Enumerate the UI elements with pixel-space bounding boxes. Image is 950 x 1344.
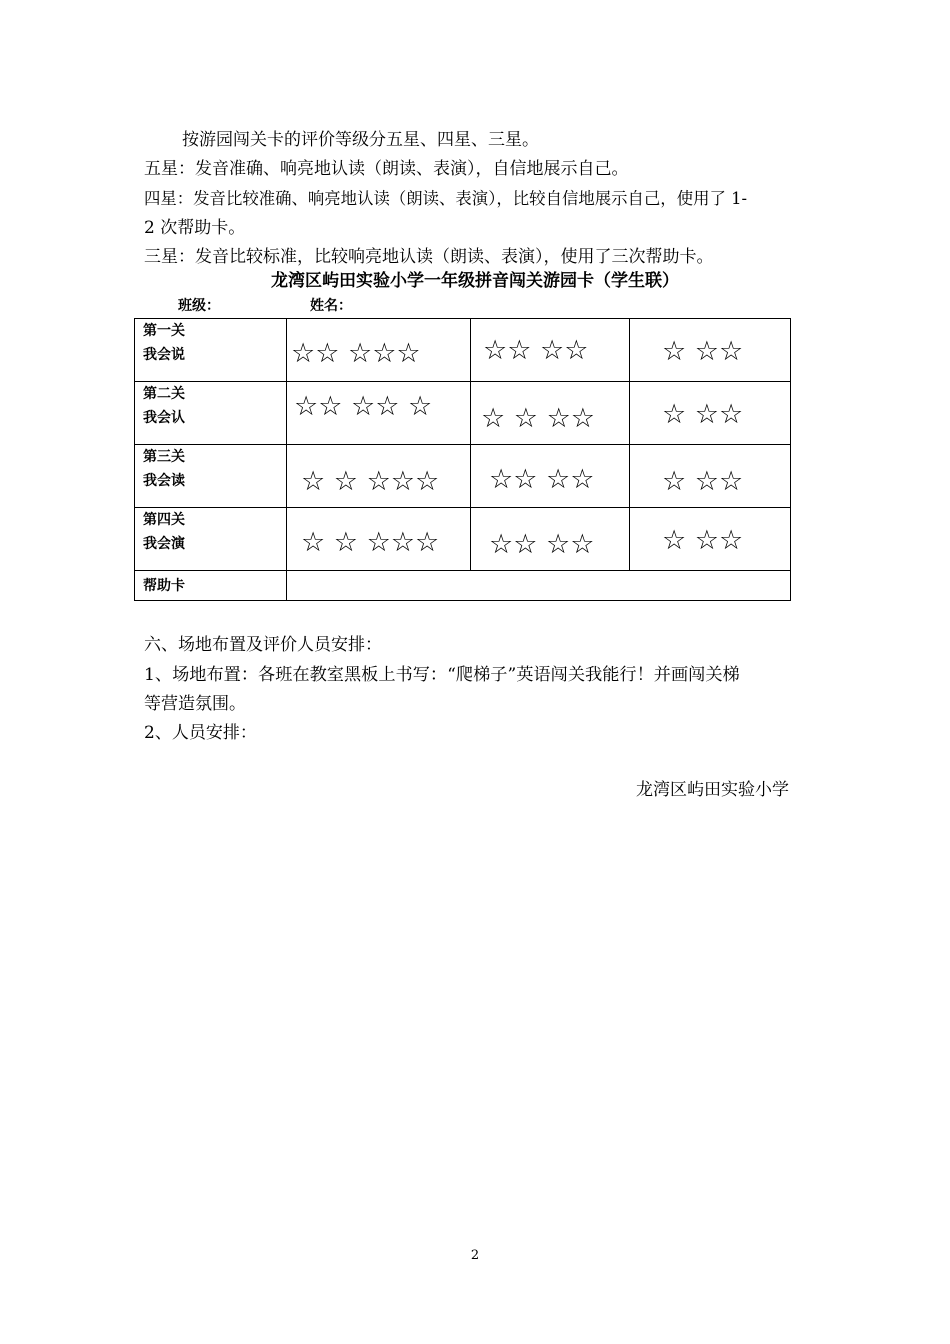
five-star-criteria: 五星：发音准确、响亮地认读（朗读、表演），自信地展示自己。 bbox=[144, 159, 629, 179]
star-icon: ☆☆ ☆☆ ☆ bbox=[294, 391, 433, 422]
intro-paragraph: 按游园闯关卡的评价等级分五星、四星、三星。 bbox=[182, 130, 539, 150]
help-card-label: 帮助卡 bbox=[135, 571, 287, 601]
stage-skill: 我会演 bbox=[143, 536, 185, 552]
star-icon: ☆ ☆ ☆☆ bbox=[481, 403, 595, 434]
stage-number: 第一关 bbox=[143, 323, 185, 339]
stage-skill: 我会读 bbox=[143, 473, 185, 489]
four-star-cell bbox=[471, 445, 630, 508]
four-star-cell bbox=[471, 319, 630, 382]
four-star-cell bbox=[471, 508, 630, 571]
star-icon: ☆☆ ☆☆ bbox=[489, 529, 595, 560]
three-star-cell bbox=[630, 319, 791, 382]
stage-number: 第四关 bbox=[143, 512, 185, 528]
four-star-criteria: 四星：发音比较准确、响亮地认读（朗读、表演），比较自信地展示自己，使用了 1- bbox=[144, 189, 748, 208]
stage-label-cell bbox=[135, 319, 287, 382]
star-icon: ☆☆ ☆☆☆ bbox=[291, 338, 421, 369]
five-star-cell bbox=[287, 508, 471, 571]
stage-number: 第二关 bbox=[143, 386, 185, 402]
help-card-cell bbox=[287, 571, 791, 601]
star-icon: ☆ ☆☆ bbox=[662, 336, 744, 367]
stage-label-cell bbox=[135, 445, 287, 508]
star-icon: ☆ ☆☆ bbox=[662, 399, 744, 430]
three-star-criteria: 三星：发音比较标准，比较响亮地认读（朗读、表演），使用了三次帮助卡。 bbox=[144, 247, 714, 267]
section-heading: 六、场地布置及评价人员安排： bbox=[144, 635, 382, 655]
star-icon: ☆ ☆☆ bbox=[662, 466, 744, 497]
four-star-criteria-cont: 2 次帮助卡。 bbox=[144, 218, 246, 238]
five-star-cell bbox=[287, 382, 471, 445]
four-star-cell bbox=[471, 382, 630, 445]
star-icon: ☆ ☆☆ bbox=[662, 525, 744, 556]
venue-layout-text: 1、场地布置：各班在教室黑板上书写：“爬梯子”英语闯关我能行！并画闯关梯 bbox=[144, 665, 740, 685]
star-icon: ☆ ☆ ☆☆☆ bbox=[301, 466, 440, 497]
table-row bbox=[135, 571, 791, 601]
stage-skill: 我会认 bbox=[143, 410, 185, 426]
star-icon: ☆☆ ☆☆ bbox=[483, 335, 589, 366]
stage-skill: 我会说 bbox=[143, 347, 185, 363]
class-label: 班级： bbox=[178, 298, 220, 314]
three-star-cell bbox=[630, 508, 791, 571]
stage-number: 第三关 bbox=[143, 449, 185, 465]
three-star-cell bbox=[630, 445, 791, 508]
venue-layout-text-cont: 等营造氛围。 bbox=[144, 694, 246, 714]
staff-arrangement-text: 2、人员安排： bbox=[144, 723, 257, 743]
name-label: 姓名： bbox=[310, 298, 352, 314]
star-icon: ☆ ☆ ☆☆☆ bbox=[301, 527, 440, 558]
page-number: 2 bbox=[470, 1248, 480, 1263]
five-star-cell bbox=[287, 445, 471, 508]
stage-label-cell bbox=[135, 508, 287, 571]
stage-label-cell bbox=[135, 382, 287, 445]
table-row bbox=[135, 445, 791, 508]
table-row bbox=[135, 319, 791, 382]
card-title: 龙湾区屿田实验小学一年级拼音闯关游园卡（学生联） bbox=[271, 271, 679, 291]
star-icon: ☆☆ ☆☆ bbox=[489, 464, 595, 495]
table-row bbox=[135, 508, 791, 571]
table-row bbox=[135, 382, 791, 445]
school-signature: 龙湾区屿田实验小学 bbox=[636, 780, 789, 800]
three-star-cell bbox=[630, 382, 791, 445]
challenge-card-table bbox=[134, 318, 791, 601]
five-star-cell bbox=[287, 319, 471, 382]
